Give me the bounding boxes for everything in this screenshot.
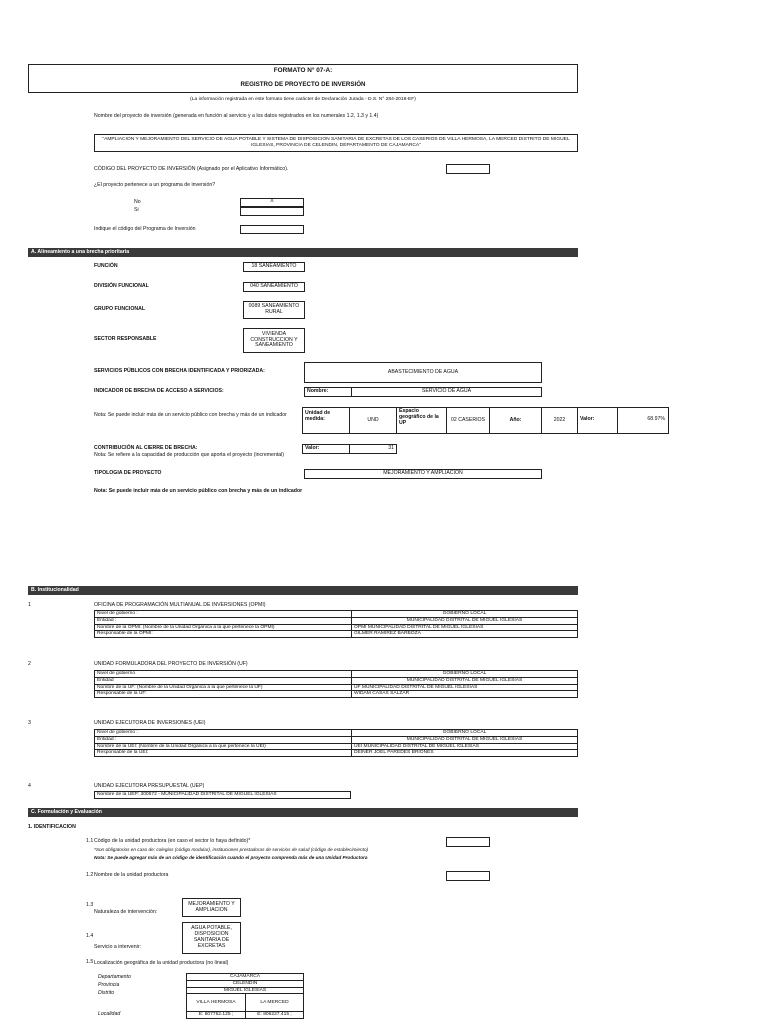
table-cell: Nombre de la UEI: (Nombre de la Unidad Orgánica a la que pertenece la UEI) — [95, 743, 352, 750]
form-title: FORMATO N° 07-A: — [273, 67, 333, 74]
table-cell: Nombre de la UF: (Nombre de la Unidad Orgánica a la que pertenece la UF) — [95, 684, 352, 691]
project-code-label: CÓDIGO DEL PROYECTO DE INVERSIÓN (Asignado por el Aplicativo Informático). — [94, 166, 289, 172]
program-code-field[interactable] — [240, 225, 304, 234]
unit-code-field[interactable] — [446, 837, 490, 847]
item-1-3-label: Naturaleza de intervención: — [94, 909, 158, 915]
program-code-label: Indique el código del Programa de Inversión — [94, 226, 196, 232]
uep-table — [94, 791, 351, 799]
table-cell: UEI MUNICIPALIDAD DISTRITAL DE MIGUEL IGLESIAS — [352, 743, 578, 750]
item-1-3-number: 1.3 — [86, 902, 94, 908]
servicios-value: ABASTECIMIENTO DE AGUA — [387, 368, 459, 375]
anio-label-box — [489, 407, 542, 434]
espacio-label-box — [396, 407, 447, 434]
contrib-valor-value-box — [349, 444, 397, 454]
grupo-value-box — [243, 301, 305, 319]
uei-table — [94, 729, 578, 757]
uei-title: UNIDAD EJECUTORA DE INVERSIONES (UEI) — [94, 720, 206, 726]
departamento-label: Departamento — [98, 974, 131, 980]
location-table — [186, 973, 304, 1019]
funcion-value-box — [243, 262, 305, 272]
contrib-note: Nota: Se refiere a la capacidad de producción que aporta el proyecto (incremental) — [94, 452, 285, 458]
si-checkbox[interactable] — [240, 207, 304, 216]
table-cell: E: 806227.415 ; — [246, 1012, 304, 1019]
table-cell: UF MUNICIPALIDAD DISTRITAL DE MIGUEL IGLESIAS — [352, 684, 578, 691]
valor-value-box — [617, 407, 669, 434]
table-cell: Responsable de la UF: — [95, 691, 352, 698]
uei-number: 3 — [28, 720, 31, 726]
table-cell: Nivel de gobierno : — [95, 611, 352, 618]
item-1-4-number: 1.4 — [86, 933, 94, 939]
unidad-value: UND — [367, 416, 379, 423]
provincia-label: Provincia — [98, 982, 120, 988]
table-row — [95, 730, 578, 737]
table-row — [187, 980, 304, 987]
table-row — [187, 974, 304, 981]
table-cell: Entidad : — [95, 736, 352, 743]
table-row — [95, 792, 351, 799]
project-name-value-box — [94, 134, 578, 152]
nombre-value: SERVICIO DE AGUA — [421, 388, 472, 395]
item-1-2-label: Nombre de la unidad productora — [94, 872, 169, 878]
valor-label: Valor: — [580, 416, 595, 422]
project-code-field[interactable] — [446, 164, 490, 174]
table-cell: CAJAMARCA — [187, 974, 304, 981]
identificacion-heading: 1. IDENTIFICACION — [28, 824, 76, 830]
table-row — [95, 736, 578, 743]
table-row — [95, 631, 578, 638]
no-checkbox[interactable] — [240, 198, 304, 207]
table-cell: Responsable de la UEI: — [95, 750, 352, 757]
unidad-label: Unidad de medida: — [305, 410, 331, 422]
section-a-header: A. Alineamiento a una brecha prioritaria — [28, 248, 578, 257]
table-cell: Nombre de la OPMI: (Nombre de la Unidad Orgánica a la que pertenece la OPMI) — [95, 624, 352, 631]
item-1-5-label: Localización geográfica de la unidad productora (no lineal) — [94, 960, 229, 966]
table-cell: OPMI MUNICIPALIDAD DISTRITAL DE MIGUEL IGLESIAS — [352, 624, 578, 631]
item-1-1-note-bold: Nota: Se puede agregar más de un código de identificación cuando el proyecto comprenda más de una Unidad Productora — [94, 855, 368, 860]
contrib-valor-value: 31 — [388, 445, 394, 451]
project-name-label: Nombre del proyecto de inversión (generada en función al servicio y a los datos registrados en los numerales 1.2, 1.3 y 1.4) — [94, 113, 379, 119]
table-row — [95, 611, 578, 618]
table-cell: GOBIERNO LOCAL — [352, 671, 578, 678]
item-1-5-number: 1.5 — [86, 959, 94, 965]
unit-name-field[interactable] — [446, 871, 490, 881]
program-question: ¿El proyecto pertenece a un programa de inversión? — [94, 182, 216, 188]
anio-label: Año: — [509, 416, 522, 423]
table-row — [95, 624, 578, 631]
division-value-box — [243, 282, 305, 292]
espacio-value: 02 CASERIOS — [450, 416, 486, 423]
nombre-label-box — [304, 387, 352, 397]
section-c-header: C. Formulación y Evaluación — [28, 808, 578, 817]
servicio-value: AGUA POTABLE, DISPOSICION SANITARIA DE EXCRETAS — [191, 925, 232, 949]
uep-title: UNIDAD EJECUTORA PRESUPUESTAL (UEP) — [94, 783, 205, 789]
table-row — [95, 677, 578, 684]
no-value: X — [270, 198, 274, 204]
nombre-value-box — [351, 387, 542, 397]
table-cell: GOBIERNO LOCAL — [352, 611, 578, 618]
item-1-4-label: Servicio a intervenir: — [94, 944, 141, 950]
grupo-label: GRUPO FUNCIONAL — [94, 306, 146, 312]
table-cell: Entidad — [95, 677, 352, 684]
table-cell: Nombre de la UEP: 300572 - MUNICIPALIDAD DISTRITAL DE MIGUEL IGLESIAS — [95, 792, 351, 799]
table-row — [187, 994, 304, 1012]
table-cell: Nivel de gobierno — [95, 671, 352, 678]
naturaleza-value: MEJORAMIENTO Y AMPLIACION — [188, 900, 235, 913]
valor-label-box — [577, 407, 618, 434]
contrib-label: CONTRIBUCIÓN AL CIERRE DE BRECHA: — [94, 445, 198, 451]
table-cell: Entidad : — [95, 617, 352, 624]
tipologia-value: MEJORAMIENTO Y AMPLIACION — [383, 470, 463, 477]
indicador-label: INDICADOR DE BRECHA DE ACCESO A SERVICIOS: — [94, 388, 224, 394]
servicios-label: SERVICIOS PÚBLICOS CON BRECHA IDENTIFICADA Y PRIORIZADA: — [94, 368, 265, 374]
table-cell: Nivel de gobierno : — [95, 730, 352, 737]
division-value: 040 SANEAMIENTO — [250, 283, 298, 290]
tipologia-label: TIPOLOGIA DE PROYECTO — [94, 470, 162, 476]
item-1-1-note: *Son obligatorios en caso de: colegios (código modular), instituciones prestadoras de servicios de salud (código de establecimiento) — [94, 847, 369, 852]
table-cell: CELENDIN — [187, 980, 304, 987]
table-cell: MUNICIPALIDAD DISTRITAL DE MIGUEL IGLESIAS — [352, 677, 578, 684]
table-row — [95, 743, 578, 750]
unidad-value-box — [349, 407, 397, 434]
nombre-label: Nombre: — [307, 388, 329, 394]
table-cell: WIDAM CASAS SALZAR — [352, 691, 578, 698]
valor-value: 68.97% — [647, 416, 665, 422]
sector-value-box — [243, 328, 305, 353]
note-bold: Nota: Se puede incluir más de un servicio público con brecha y más de un indicador — [94, 488, 303, 494]
table-row — [187, 1012, 304, 1019]
item-1-1-label: Código de la unidad productora (en caso el sector lo haya definido)* — [94, 838, 251, 844]
uep-number: 4 — [28, 783, 31, 789]
opmi-title: OFICINA DE PROGRAMACIÓN MULTIANUAL DE INVERSIONES (OPMI) — [94, 602, 266, 608]
item-1-1-number: 1.1 — [86, 838, 94, 844]
espacio-label: Espacio geográfico de la UP — [399, 408, 439, 426]
uf-title: UNIDAD FORMULADORA DEL PROYECTO DE INVERSIÓN (UF) — [94, 661, 248, 667]
naturaleza-value-box — [182, 898, 241, 917]
table-row — [95, 750, 578, 757]
table-row — [95, 617, 578, 624]
table-cell: LA MERCED — [246, 994, 304, 1012]
section-b-header: B. Institucionalidad — [28, 586, 578, 595]
table-cell: DEINER JOEL PAREDES BRIONES — [352, 750, 578, 757]
declaration-note: (La información registrada en este formato tiene carácter de Declaración Jurada - D.S. N° 284-2018-EF) — [190, 97, 416, 102]
anio-value: 2022 — [553, 416, 566, 423]
form-subtitle: REGISTRO DE PROYECTO DE INVERSIÓN — [240, 81, 366, 88]
table-row — [95, 684, 578, 691]
localidad-label: Localidad — [98, 1011, 121, 1017]
table-row — [187, 987, 304, 994]
table-cell: GILMER RAMIREZ BARBOZA — [352, 631, 578, 638]
project-name-value: "AMPLIACION Y MEJORAMIENTO DEL SERVICIO DE AGUA POTABLE Y SISTEMA DE DISPOSICION SANITARIA DE EXCRETAS DE LOS CASERIOS DE VILLA HERMOSA, LA MERCED DISTRITO DE MIGUEL IGLESIAS, PROVINCIA DE CELENDIN, DEPARTAMENTO DE CAJAMARCA" — [102, 137, 570, 148]
uf-table — [94, 670, 578, 698]
espacio-value-box — [446, 407, 490, 434]
anio-value-box — [541, 407, 578, 434]
table-cell: GOBIERNO LOCAL — [352, 730, 578, 737]
unidad-label-box — [302, 407, 350, 434]
note-indicator: Nota: Se puede incluir más de un servicio público con brecha y más de un indicador — [94, 412, 287, 418]
distrito-label: Distrito — [98, 990, 115, 996]
table-cell: MUNICIPALIDAD DISTRITAL DE MIGUEL IGLESIAS — [352, 736, 578, 743]
table-cell: MIGUEL IGLESIAS — [187, 987, 304, 994]
table-cell: Responsable de la OPMI: — [95, 631, 352, 638]
table-row — [95, 671, 578, 678]
tipologia-value-box — [304, 469, 542, 479]
grupo-value: 0089 SANEAMIENTO RURAL — [248, 303, 300, 315]
table-row — [95, 691, 578, 698]
contrib-valor-label-box — [302, 444, 350, 454]
table-cell: VILLA HERMOSA — [187, 994, 246, 1012]
contrib-valor-label: Valor: — [305, 445, 320, 451]
opmi-number: 1 — [28, 602, 31, 608]
opmi-table — [94, 610, 578, 638]
si-label: Si — [134, 207, 139, 213]
servicios-value-box — [304, 362, 542, 383]
table-cell: MUNICIPALIDAD DISTRITAL DE MIGUEL IGLESIAS — [352, 617, 578, 624]
funcion-label: FUNCIÓN — [94, 263, 118, 269]
no-label: No — [134, 199, 141, 205]
sector-label: SECTOR RESPONSABLE — [94, 336, 157, 342]
division-label: DIVISIÓN FUNCIONAL — [94, 283, 149, 289]
funcion-value: 18 SANEAMIENTO — [251, 263, 297, 270]
table-cell: E: 807752.125 ; — [187, 1012, 246, 1019]
item-1-2-number: 1.2 — [86, 872, 94, 878]
servicio-value-box — [182, 922, 241, 954]
uf-number: 2 — [28, 661, 31, 667]
sector-value: VIVIENDA CONSTRUCCION Y SANEAMIENTO — [250, 330, 298, 349]
